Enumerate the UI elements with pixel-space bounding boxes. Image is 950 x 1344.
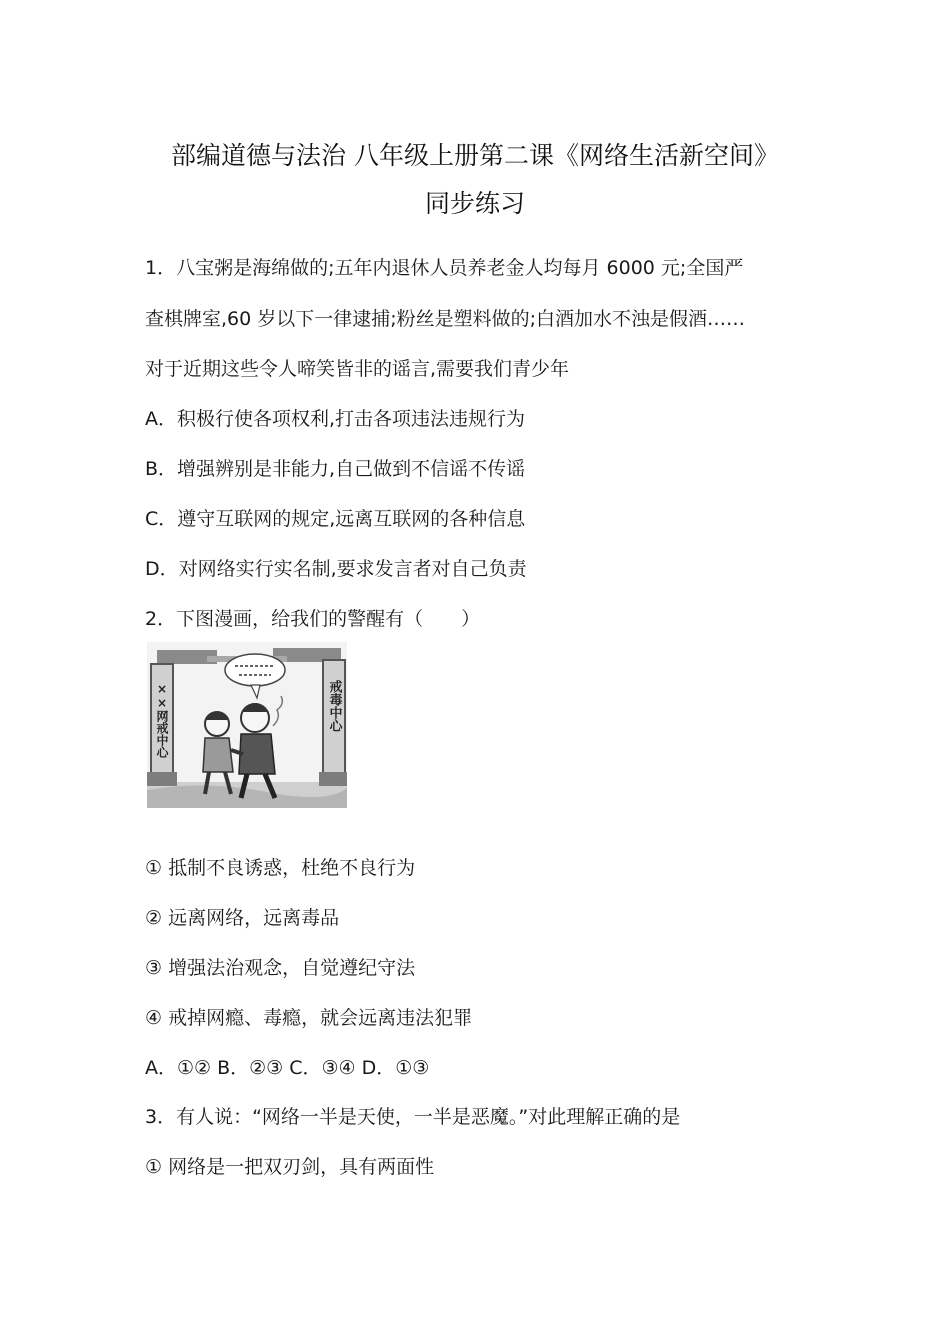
- q1-option-b: B．增强辨别是非能力,自己做到不信谣不传谣: [145, 458, 526, 480]
- document-title-line1: 部编道德与法治 八年级上册第二课《网络生活新空间》: [171, 141, 779, 170]
- cartoon-image: [147, 642, 347, 808]
- q1-option-d: D．对网络实行实名制,要求发言者对自己负责: [145, 558, 527, 580]
- q3-stem: 3．有人说：“网络一半是天使，一半是恶魔。”对此理解正确的是: [145, 1106, 681, 1128]
- q1-option-c: C．遵守互联网的规定,远离互联网的各种信息: [145, 508, 526, 530]
- q2-stem: 2．下图漫画，给我们的警醒有（ ）: [145, 608, 481, 630]
- cartoon-right-sign: 戒毒中心: [326, 680, 342, 732]
- q3-statement-1: ① 网络是一把双刃剑，具有两面性: [145, 1156, 435, 1178]
- q1-option-a: A．积极行使各项权利,打击各项违法违规行为: [145, 408, 526, 430]
- q2-statement-1: ① 抵制不良诱惑，杜绝不良行为: [145, 857, 416, 879]
- q2-statement-4: ④ 戒掉网瘾、毒瘾，就会远离违法犯罪: [145, 1007, 473, 1029]
- q2-statement-2: ② 远离网络，远离毒品: [145, 907, 340, 929]
- q2-statement-3: ③ 增强法治观念，自觉遵纪守法: [145, 957, 416, 979]
- q1-stem-line3: 对于近期这些令人啼笑皆非的谣言,需要我们青少年: [145, 358, 570, 380]
- q2-options: A．①② B．②③ C．③④ D．①③: [145, 1057, 430, 1079]
- q1-stem-line2: 查棋牌室,60 岁以下一律逮捕;粉丝是塑料做的;白酒加水不浊是假酒……: [145, 308, 746, 330]
- q1-stem-line1: 1．八宝粥是海绵做的;五年内退休人员养老金人均每月 6000 元;全国严: [145, 257, 744, 279]
- cartoon-left-sign: ××网戒中心: [155, 682, 169, 758]
- document-title-line2: 同步练习: [424, 189, 525, 218]
